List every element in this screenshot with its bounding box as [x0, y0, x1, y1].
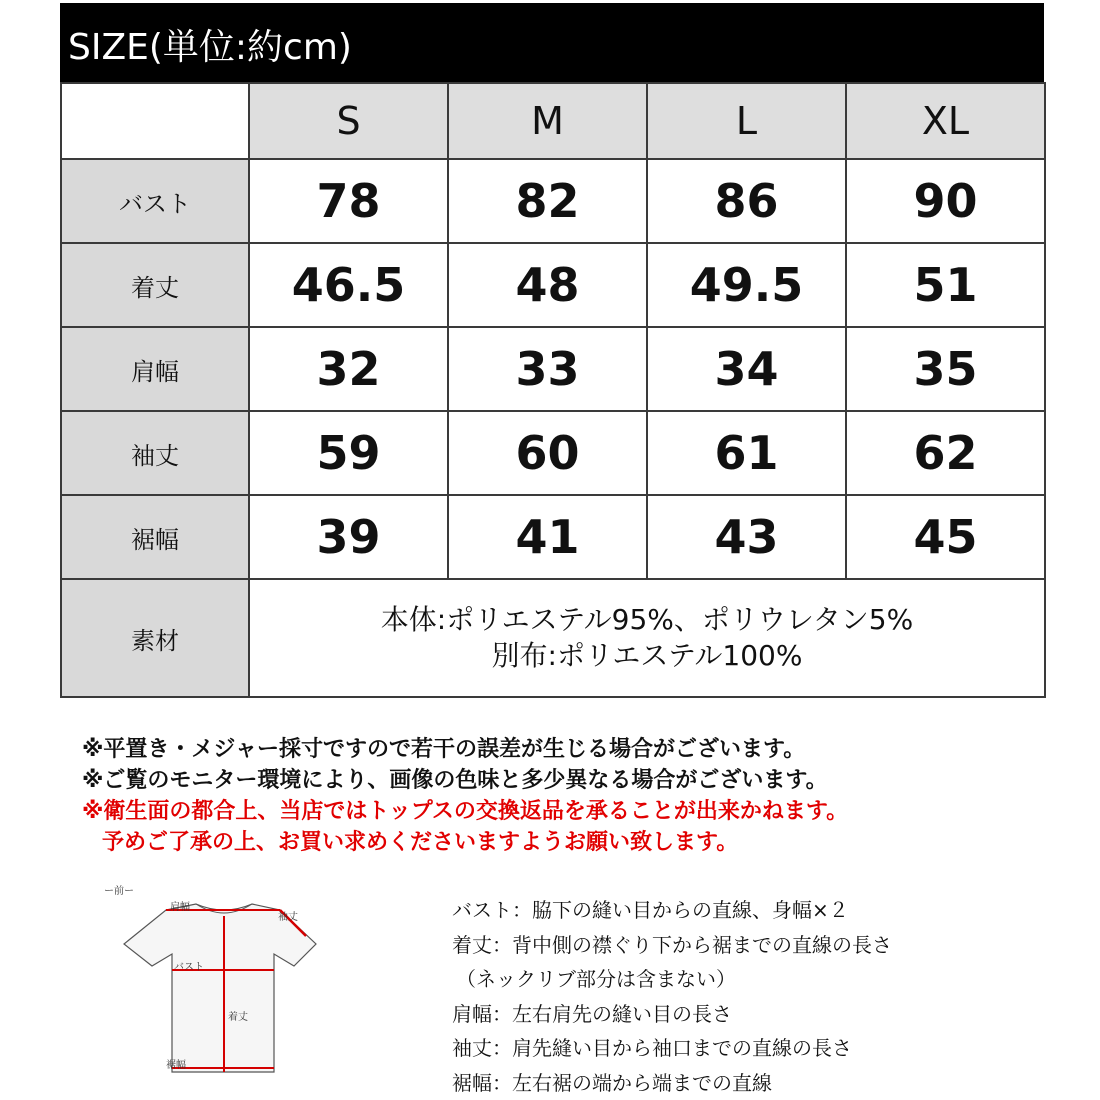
diagram-label-length: 着丈 [228, 1012, 248, 1023]
value-cell: 90 [846, 159, 1045, 243]
tshirt-diagram [104, 882, 344, 1082]
value-cell: 61 [647, 411, 846, 495]
value-cell: 51 [846, 243, 1045, 327]
definition-shoulder: 肩幅：左右肩先の縫い目の長さ [452, 1001, 732, 1026]
size-table [60, 82, 1046, 698]
table-row [61, 159, 1045, 243]
value-cell: 82 [448, 159, 647, 243]
material-line-other: 別布:ポリエステル100% [491, 639, 803, 672]
size-header-row [61, 83, 1045, 159]
value-cell: 35 [846, 327, 1045, 411]
note-acknowledge: 予めご了承の上、お買い求めくださいますようお願い致します。 [102, 830, 739, 855]
definition-length-note: （ネックリブ部分は含まない） [456, 967, 736, 991]
note-measurement: ※平置き・メジャー採寸ですので若干の誤差が生じる場合がございます。 [82, 737, 806, 762]
row-label-sleeve: 袖丈 [61, 411, 249, 495]
size-header-l: L [647, 83, 846, 159]
value-cell: 32 [249, 327, 448, 411]
value-cell: 41 [448, 495, 647, 579]
diagram-label-shoulder: 肩幅 [170, 902, 190, 913]
definition-sleeve: 袖丈：肩先縫い目から袖口までの直線の長さ [452, 1036, 852, 1060]
definition-length: 着丈：背中側の襟ぐり下から裾までの直線の長さ [452, 932, 892, 957]
table-row [61, 327, 1045, 411]
measurement-definitions [452, 893, 1052, 1100]
row-label-hem: 裾幅 [61, 495, 249, 579]
size-header-s: S [249, 83, 448, 159]
diagram-label-hem: 裾幅 [166, 1060, 186, 1071]
definition-bust: バスト：脇下の縫い目からの直線、身幅×２ [452, 898, 849, 922]
table-row [61, 243, 1045, 327]
page-title: SIZE(単位:約cm) [68, 27, 352, 68]
value-cell: 45 [846, 495, 1045, 579]
value-cell: 86 [647, 159, 846, 243]
note-no-returns: ※衛生面の都合上、当店ではトップスの交換返品を承ることが出来かねます。 [82, 799, 849, 824]
notes [82, 734, 1042, 858]
value-cell: 78 [249, 159, 448, 243]
table-row [61, 495, 1045, 579]
definition-hem: 裾幅：左右裾の端から端までの直線 [452, 1070, 772, 1095]
diagram-label-sleeve: 袖丈 [278, 912, 298, 923]
value-cell: 43 [647, 495, 846, 579]
size-header-xl: XL [846, 83, 1045, 159]
diagram-label-bust: バスト [174, 962, 204, 973]
material-cell [249, 579, 1045, 697]
front-label: ー前ー [104, 886, 134, 897]
material-line-body: 本体:ポリエステル95%、ポリウレタン5% [380, 603, 914, 636]
tshirt-icon [104, 882, 344, 1082]
header-bar [60, 3, 1044, 82]
value-cell: 60 [448, 411, 647, 495]
value-cell: 49.5 [647, 243, 846, 327]
material-row [61, 579, 1045, 697]
table-row [61, 411, 1045, 495]
note-monitor: ※ご覧のモニター環境により、画像の色味と多少異なる場合がございます。 [82, 768, 828, 793]
row-label-bust: バスト [61, 159, 249, 243]
table-corner-cell [61, 83, 249, 159]
row-label-shoulder: 肩幅 [61, 327, 249, 411]
row-label-length: 着丈 [61, 243, 249, 327]
value-cell: 33 [448, 327, 647, 411]
value-cell: 62 [846, 411, 1045, 495]
value-cell: 46.5 [249, 243, 448, 327]
value-cell: 48 [448, 243, 647, 327]
value-cell: 34 [647, 327, 846, 411]
size-header-m: M [448, 83, 647, 159]
row-label-material: 素材 [61, 579, 249, 697]
value-cell: 59 [249, 411, 448, 495]
value-cell: 39 [249, 495, 448, 579]
